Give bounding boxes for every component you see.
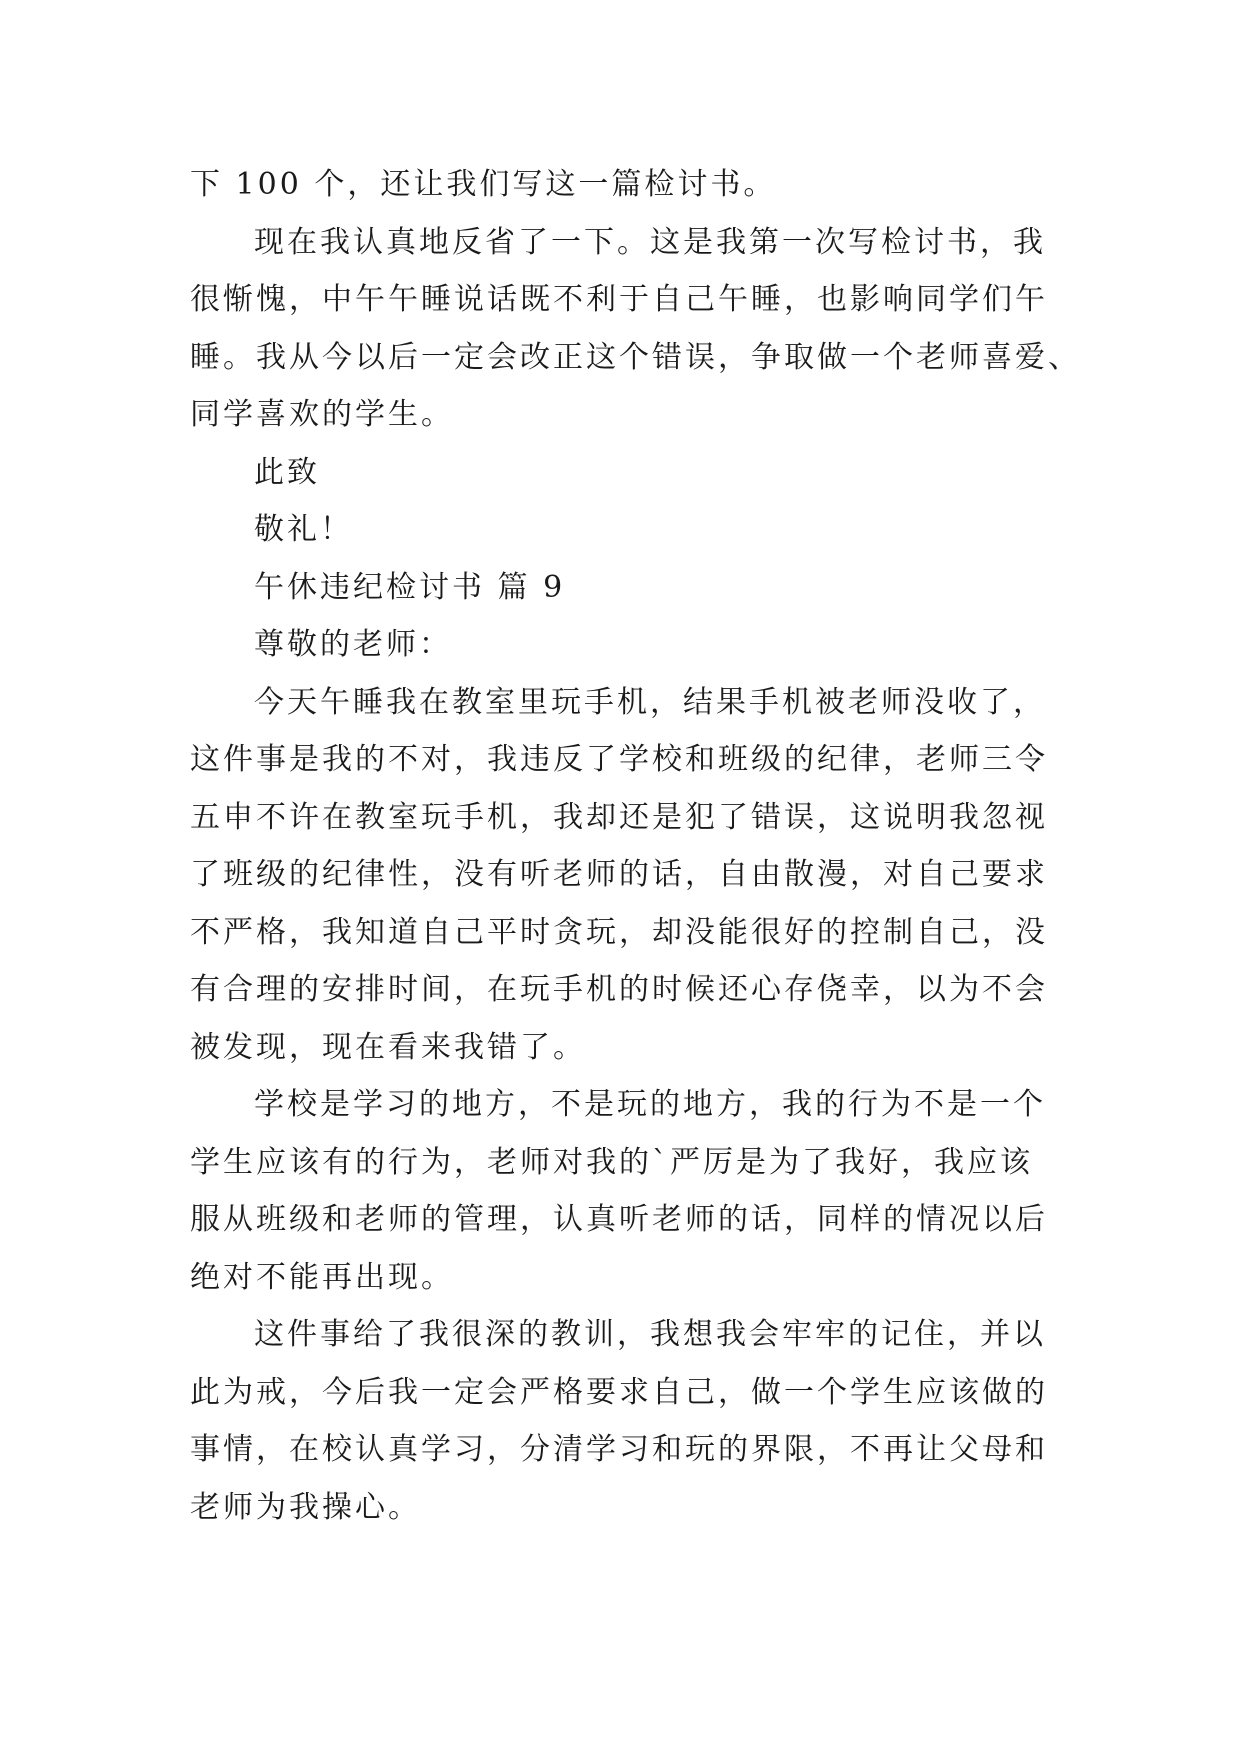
text-line: 绝对不能再出现。 (190, 1259, 454, 1295)
text-line: 敬礼！ (254, 512, 353, 547)
text-line: 学生应该有的行为，老师对我的`严厉是为了我好，我应该 (190, 1144, 1033, 1180)
document-body (190, 156, 1081, 1536)
text-line: 不严格，我知道自己平时贪玩，却没能很好的控制自己，没 (190, 914, 1048, 950)
text-line: 午休违纪检讨书 篇 9 (254, 569, 566, 605)
text-line: 此为戒，今后我一定会严格要求自己，做一个学生应该做的 (190, 1374, 1048, 1410)
text-line: 现在我认真地反省了一下。这是我第一次写检讨书，我 (254, 224, 1046, 260)
text-line: 了班级的纪律性，没有听老师的话，自由散漫，对自己要求 (190, 857, 1048, 892)
text-line: 老师为我操心。 (190, 1489, 421, 1525)
text-line: 睡。我从今以后一定会改正这个错误，争取做一个老师喜爱、 (190, 339, 1081, 375)
text-line: 此致 (254, 454, 320, 490)
text-line: 学校是学习的地方，不是玩的地方，我的行为不是一个 (254, 1087, 1046, 1122)
text-line: 尊敬的老师： (254, 627, 452, 662)
text-line: 今天午睡我在教室里玩手机，结果手机被老师没收了， (254, 684, 1046, 720)
text-line: 很惭愧，中午午睡说话既不利于自己午睡，也影响同学们午 (190, 282, 1048, 317)
text-line: 五申不许在教室玩手机，我却还是犯了错误，这说明我忽视 (190, 799, 1048, 835)
text-line: 事情，在校认真学习，分清学习和玩的界限，不再让父母和 (190, 1432, 1048, 1467)
text-line: 这件事给了我很深的教训，我想我会牢牢的记住，并以 (254, 1317, 1046, 1352)
text-line: 有合理的安排时间，在玩手机的时候还心存侥幸，以为不会 (190, 972, 1048, 1007)
text-line: 被发现，现在看来我错了。 (190, 1029, 586, 1065)
text-line: 下 100 个，还让我们写这一篇检讨书。 (190, 167, 777, 202)
text-line: 服从班级和老师的管理，认真听老师的话，同样的情况以后 (190, 1202, 1048, 1237)
text-line: 同学喜欢的学生。 (190, 397, 454, 432)
text-line: 这件事是我的不对，我违反了学校和班级的纪律，老师三令 (190, 742, 1048, 777)
